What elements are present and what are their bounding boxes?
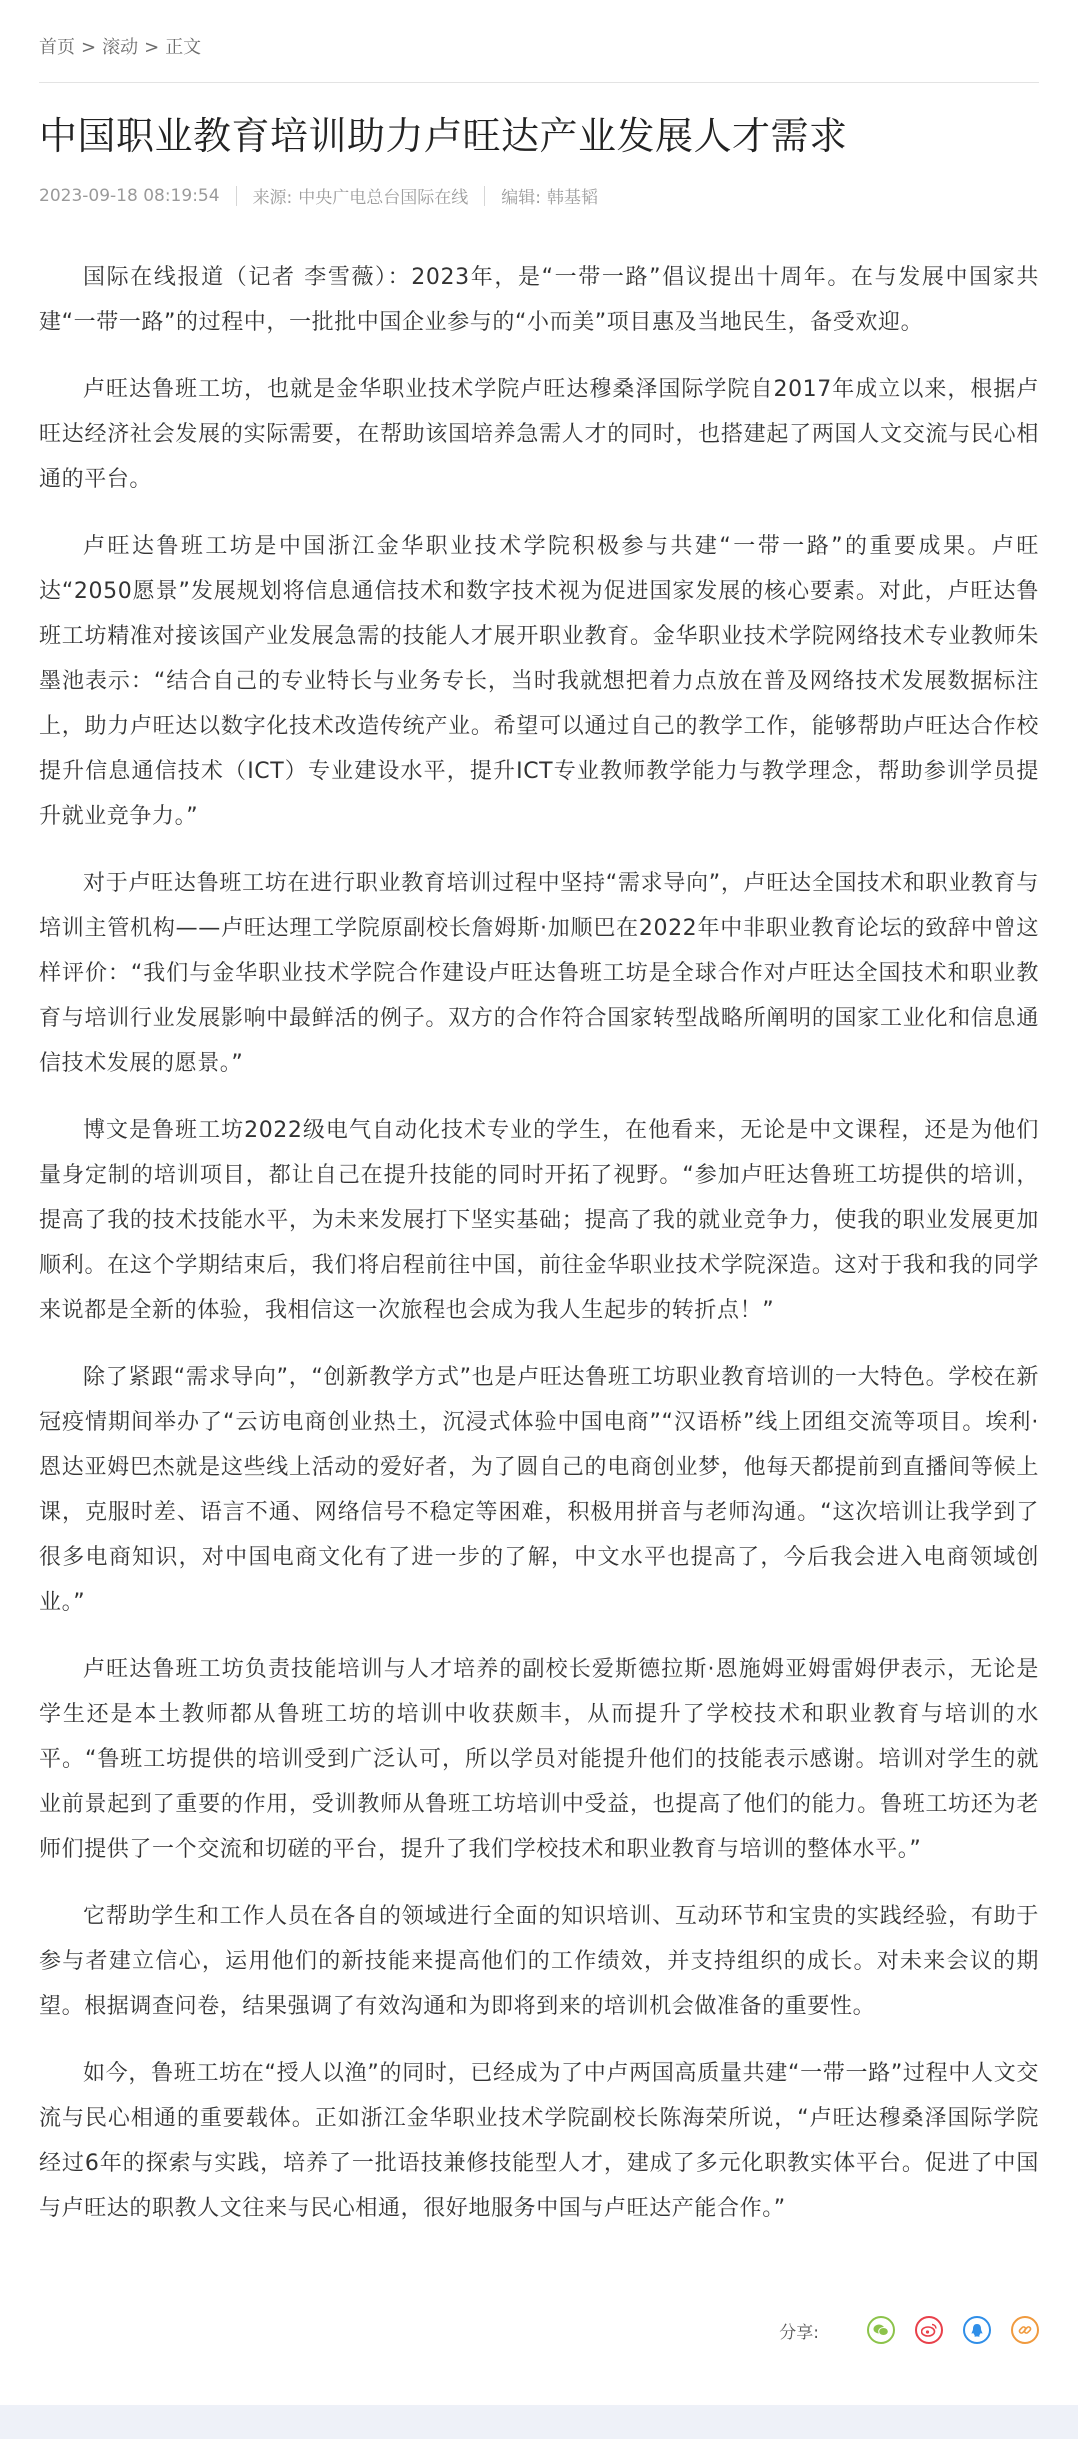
article-paragraph: 它帮助学生和工作人员在各自的领域进行全面的知识培训、互动环节和宝贵的实践经验，有助于参与者建立信心，运用他们的新技能来提高他们的工作绩效，并支持组织的成长。对未来会议的期望。根据调查问卷，结果强调了有效沟通和为即将到来的培训机会做准备的重要性。 bbox=[39, 1904, 1039, 2019]
publish-date: 2023-09-18 08:19:54 bbox=[39, 185, 220, 206]
source-name: 中央广电总台国际在线 bbox=[298, 188, 469, 208]
article-paragraph: 国际在线报道（记者 李雪薇）：2023年，是“一带一路”倡议提出十周年。在与发展中国家共建“一带一路”的过程中，一批批中国企业参与的“小而美”项目惠及当地民生，备受欢迎。 bbox=[39, 265, 1039, 335]
article-meta bbox=[39, 183, 598, 208]
article-paragraph: 博文是鲁班工坊2022级电气自动化技术专业的学生，在他看来，无论是中文课程，还是为他们量身定制的培训项目，都让自己在提升技能的同时开拓了视野。“参加卢旺达鲁班工坊提供的培训，提高了我的技术技能水平，为未来发展打下坚实基础；提高了我的就业竞争力，使我的职业发展更加顺利。在这个学期结束后，我们将启程前往中国，前往金华职业技术学院深造。这对于我和我的同学来说都是全新的体验，我相信这一次旅程也会成为我人生起步的转折点！” bbox=[39, 1118, 1039, 1323]
breadcrumb bbox=[39, 33, 201, 59]
article-paragraph: 卢旺达鲁班工坊是中国浙江金华职业技术学院积极参与共建“一带一路”的重要成果。卢旺达“2050愿景”发展规划将信息通信技术和数字技术视为促进国家发展的核心要素。对此，卢旺达鲁班工坊精准对接该国产业发展急需的技能人才展开职业教育。金华职业技术学院网络技术专业教师朱墨池表示：“结合自己的专业特长与业务专长，当时我就想把着力点放在普及网络技术发展数据标注上，助力卢旺达以数字化技术改造传统产业。希望可以通过自己的教学工作，能够帮助卢旺达合作校提升信息通信技术（ICT）专业建设水平，提升ICT专业教师教学能力与教学理念，帮助参训学员提升就业竞争力。” bbox=[39, 534, 1039, 829]
link-icon bbox=[1018, 2323, 1032, 2337]
wechat-icon bbox=[873, 2323, 889, 2337]
article-body bbox=[39, 255, 1039, 2253]
breadcrumb-separator: > bbox=[144, 37, 160, 58]
breadcrumb-separator: > bbox=[81, 37, 97, 58]
share-wechat-button[interactable] bbox=[867, 2316, 895, 2344]
share-label: 分享: bbox=[779, 2322, 819, 2343]
share-link-button[interactable] bbox=[1011, 2316, 1039, 2344]
source-label: 来源: bbox=[252, 188, 293, 208]
article-paragraph: 卢旺达鲁班工坊，也就是金华职业技术学院卢旺达穆桑泽国际学院自2017年成立以来，根据卢旺达经济社会发展的实际需要，在帮助该国培养急需人才的同时，也搭建起了两国人文交流与民心相通的平台。 bbox=[39, 377, 1039, 492]
article-paragraph: 如今，鲁班工坊在“授人以渔”的同时，已经成为了中卢两国高质量共建“一带一路”过程中人文交流与民心相通的重要载体。正如浙江金华职业技术学院副校长陈海荣所说，“卢旺达穆桑泽国际学院经过6年的探索与实践，培养了一批语技兼修技能型人才，建成了多元化职教实体平台。促进了中国与卢旺达的职教人文往来与民心相通，很好地服务中国与卢旺达产能合作。” bbox=[39, 2061, 1039, 2221]
breadcrumb-channel-link[interactable]: 滚动 bbox=[102, 37, 139, 58]
editor-name: 韩基韬 bbox=[547, 188, 599, 208]
breadcrumb-current: 正文 bbox=[165, 37, 202, 58]
share-weibo-button[interactable] bbox=[915, 2316, 943, 2344]
weibo-icon bbox=[921, 2323, 937, 2337]
article-paragraph: 除了紧跟“需求导向”，“创新教学方式”也是卢旺达鲁班工坊职业教育培训的一大特色。学校在新冠疫情期间举办了“云访电商创业热土，沉浸式体验中国电商”“汉语桥”线上团组交流等项目。埃利·恩达亚姆巴杰就是这些线上活动的爱好者，为了圆自己的电商创业梦，他每天都提前到直播间等候上课，克服时差、语言不通、网络信号不稳定等困难，积极用拼音与老师沟通。“这次培训让我学到了很多电商知识，对中国电商文化有了进一步的了解，中文水平也提高了，今后我会进入电商领域创业。” bbox=[39, 1365, 1039, 1615]
article-paragraph: 对于卢旺达鲁班工坊在进行职业教育培训过程中坚持“需求导向”，卢旺达全国技术和职业教育与培训主管机构——卢旺达理工学院原副校长詹姆斯·加顺巴在2022年中非职业教育论坛的致辞中曾这样评价：“我们与金华职业技术学院合作建设卢旺达鲁班工坊是全球合作对卢旺达全国技术和职业教育与培训行业发展影响中最鲜活的例子。双方的合作符合国家转型战略所阐明的国家工业化和信息通信技术发展的愿景。” bbox=[39, 871, 1039, 1076]
qq-icon bbox=[970, 2323, 984, 2338]
meta-divider bbox=[484, 186, 485, 206]
breadcrumb-home-link[interactable]: 首页 bbox=[39, 37, 75, 58]
meta-divider bbox=[236, 186, 237, 206]
share-qq-button[interactable] bbox=[963, 2316, 991, 2344]
header-divider bbox=[39, 82, 1039, 83]
article-title: 中国职业教育培训助力卢旺达产业发展人才需求 bbox=[39, 114, 848, 158]
editor-label: 编辑: bbox=[501, 188, 542, 208]
article-paragraph: 卢旺达鲁班工坊负责技能培训与人才培养的副校长爱斯德拉斯·恩施姆亚姆雷姆伊表示，无论是学生还是本土教师都从鲁班工坊的培训中收获颇丰，从而提升了学校技术和职业教育与培训的水平。“鲁班工坊提供的培训受到广泛认可，所以学员对能提升他们的技能表示感谢。培训对学生的就业前景起到了重要的作用，受训教师从鲁班工坊培训中受益，也提高了他们的能力。鲁班工坊还为老师们提供了一个交流和切磋的平台，提升了我们学校技术和职业教育与培训的整体水平。” bbox=[39, 1657, 1039, 1862]
share-bar bbox=[779, 2316, 1039, 2344]
